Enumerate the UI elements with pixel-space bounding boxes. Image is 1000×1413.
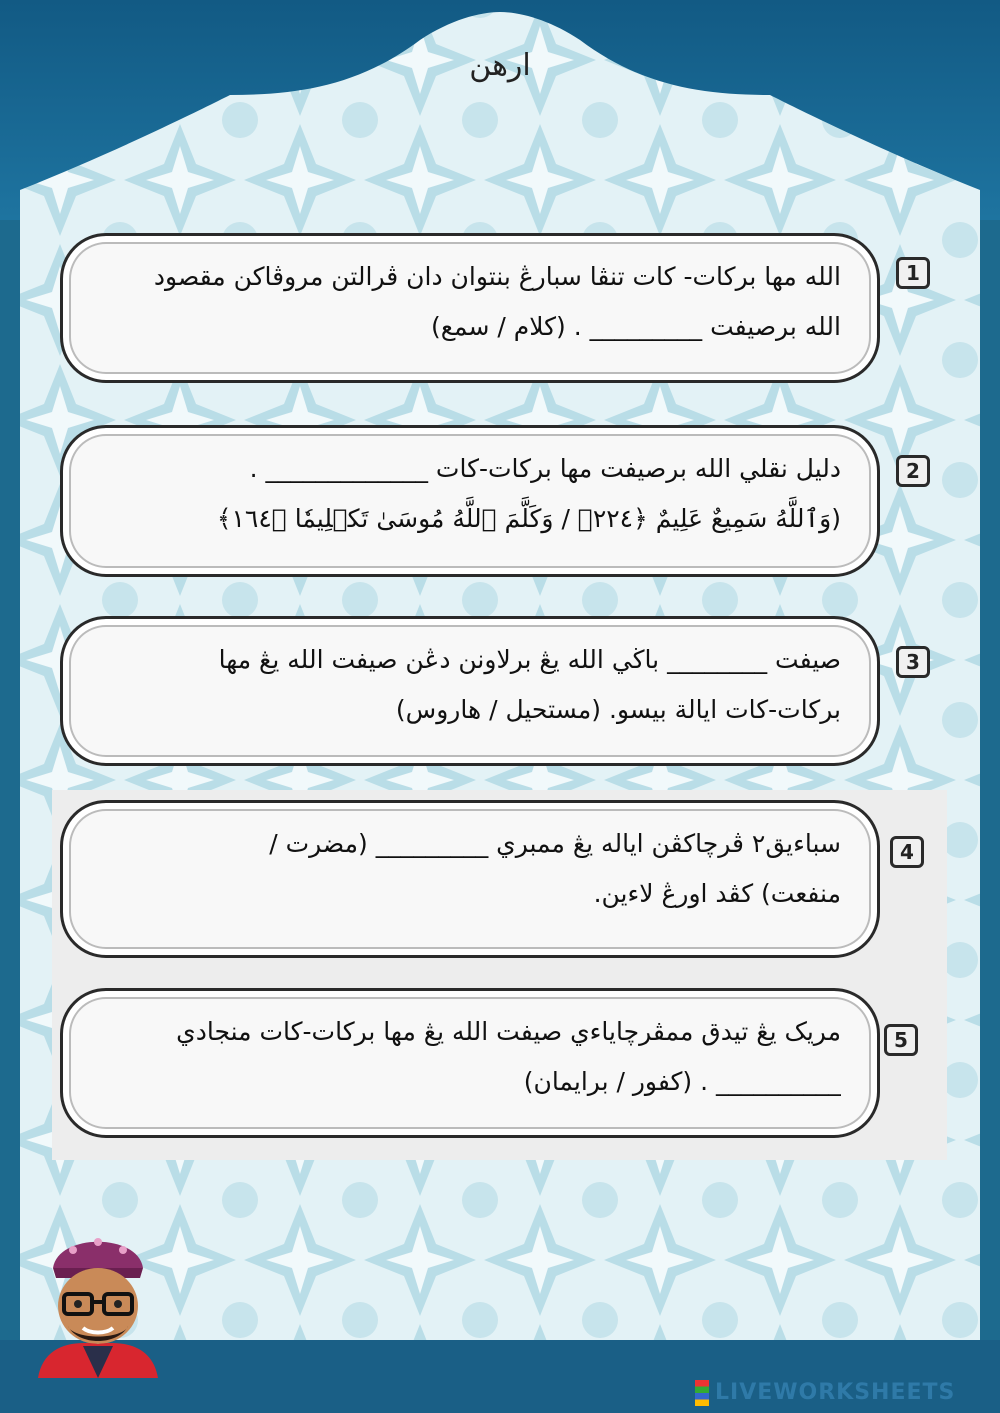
question-box-3	[60, 616, 880, 766]
question-2-line-1: دليل نقلي الله برصيفت مها بركات-كات _____________ .	[249, 454, 841, 483]
brand-logo	[695, 1380, 995, 1410]
question-4-line-2: منفعت) كڤد اورڠ لاءين.	[593, 879, 841, 908]
question-number-1: 1	[896, 257, 930, 289]
question-number-5: 5	[884, 1024, 918, 1056]
question-number-3: 3	[896, 646, 930, 678]
avatar	[28, 1228, 168, 1378]
question-3-line-1: صيفت ________ باڬي الله يڠ برلاونن دڠن صيفت الله يڠ مها	[218, 645, 841, 674]
question-5-line-2: __________ . (كفور / برايمان)	[523, 1067, 841, 1096]
page-title: ارهن	[469, 48, 531, 83]
question-number-2: 2	[896, 455, 930, 487]
question-box-5	[60, 988, 880, 1138]
question-box-2	[60, 425, 880, 577]
question-1-line-1: الله مها بركات- كات تنڤا سبارڠ بنتوان دان ڤرالتن مروڤاكن مقصود	[153, 262, 841, 291]
question-box-1	[60, 233, 880, 383]
question-3-line-2: بركات-كات ايالة بيسو. (مستحيل / هاروس)	[395, 695, 841, 724]
brand-text: LIVEWORKSHEETS	[715, 1380, 956, 1405]
question-5-line-1: مريک يڠ تيدق ممڤرچاياءي صيفت الله يڠ مها بركات-كات منجادي	[176, 1017, 841, 1046]
question-2-line-2: (وَٱللَّهُ سَمِيعٌ عَلِيمٌ ﴿٢٢٤﴾ / وَكَلَّمَ ٱللَّهُ مُوسَىٰ تَكۡلِيمٗا ﴿١٦٤﴾	[216, 504, 841, 533]
question-4-line-1: سباءيق٢ ڤرچاكڤن اياله يڠ ممبري _________ (مضرت /	[269, 829, 841, 858]
question-1-line-2: الله برصيفت _________ . (كلام / سمع)	[430, 312, 841, 341]
question-number-4: 4	[890, 836, 924, 868]
live-logo-icon	[695, 1380, 709, 1406]
question-box-4	[60, 800, 880, 958]
